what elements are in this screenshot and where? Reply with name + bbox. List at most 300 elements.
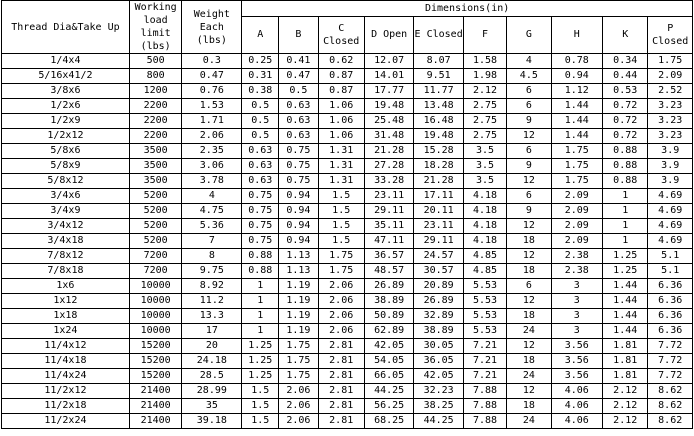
cell-thread: 11/4x12 xyxy=(2,339,130,354)
cell-d-open: 26.89 xyxy=(364,279,413,294)
table-row xyxy=(2,204,693,219)
cell-h: 3 xyxy=(551,309,603,324)
cell-load: 10000 xyxy=(129,309,182,324)
cell-e-closed: 38.89 xyxy=(414,324,463,339)
cell-a: 1 xyxy=(242,279,279,294)
header-dim-a: A xyxy=(242,16,279,53)
cell-p-closed: 2.09 xyxy=(648,69,693,84)
cell-b: 1.75 xyxy=(279,369,318,384)
cell-d-open: 42.05 xyxy=(364,339,413,354)
cell-thread: 11/2x24 xyxy=(2,414,130,429)
cell-f: 7.21 xyxy=(463,369,506,384)
cell-b: 0.5 xyxy=(279,84,318,99)
table-row xyxy=(2,249,693,264)
table-row xyxy=(2,399,693,414)
cell-a: 0.88 xyxy=(242,264,279,279)
cell-e-closed: 32.23 xyxy=(414,384,463,399)
cell-c-closed: 2.06 xyxy=(318,324,364,339)
cell-thread: 7/8x18 xyxy=(2,264,130,279)
table-row xyxy=(2,234,693,249)
cell-k: 2.12 xyxy=(603,414,648,429)
cell-k: 1 xyxy=(603,189,648,204)
cell-weight: 0.3 xyxy=(182,54,242,69)
cell-g: 6 xyxy=(507,279,551,294)
turnbuckle-spec-table xyxy=(1,0,693,429)
cell-p-closed: 8.62 xyxy=(648,399,693,414)
cell-b: 0.94 xyxy=(279,219,318,234)
cell-f: 3.5 xyxy=(463,159,506,174)
cell-d-open: 36.57 xyxy=(364,249,413,264)
cell-f: 1.58 xyxy=(463,54,506,69)
cell-thread: 1/4x4 xyxy=(2,54,130,69)
cell-thread: 11/2x18 xyxy=(2,399,130,414)
cell-k: 1 xyxy=(603,219,648,234)
cell-h: 4.06 xyxy=(551,414,603,429)
cell-b: 0.94 xyxy=(279,189,318,204)
cell-f: 4.85 xyxy=(463,264,506,279)
cell-load: 10000 xyxy=(129,279,182,294)
cell-c-closed: 2.81 xyxy=(318,384,364,399)
table-row xyxy=(2,99,693,114)
cell-c-closed: 1.5 xyxy=(318,234,364,249)
cell-e-closed: 24.57 xyxy=(414,249,463,264)
cell-a: 0.63 xyxy=(242,159,279,174)
cell-k: 0.88 xyxy=(603,144,648,159)
cell-d-open: 48.57 xyxy=(364,264,413,279)
cell-weight: 3.78 xyxy=(182,174,242,189)
cell-weight: 8 xyxy=(182,249,242,264)
cell-p-closed: 8.62 xyxy=(648,384,693,399)
cell-thread: 3/8x6 xyxy=(2,84,130,99)
cell-k: 1.44 xyxy=(603,279,648,294)
cell-weight: 9.75 xyxy=(182,264,242,279)
cell-d-open: 12.07 xyxy=(364,54,413,69)
cell-f: 3.5 xyxy=(463,144,506,159)
cell-p-closed: 7.72 xyxy=(648,369,693,384)
cell-e-closed: 16.48 xyxy=(414,114,463,129)
cell-f: 1.98 xyxy=(463,69,506,84)
table-row xyxy=(2,369,693,384)
cell-c-closed: 1.31 xyxy=(318,144,364,159)
header-dim-b: B xyxy=(279,16,318,53)
cell-h: 3 xyxy=(551,324,603,339)
header-dim-d: D Open xyxy=(364,16,413,53)
cell-b: 2.06 xyxy=(279,414,318,429)
cell-g: 6 xyxy=(507,99,551,114)
header-dim-e: E Closed xyxy=(414,16,463,53)
cell-h: 2.38 xyxy=(551,249,603,264)
cell-b: 0.75 xyxy=(279,144,318,159)
cell-f: 7.88 xyxy=(463,414,506,429)
cell-load: 15200 xyxy=(129,339,182,354)
cell-e-closed: 30.05 xyxy=(414,339,463,354)
cell-h: 0.94 xyxy=(551,69,603,84)
cell-thread: 5/16x41/2 xyxy=(2,69,130,84)
cell-load: 7200 xyxy=(129,264,182,279)
cell-weight: 11.2 xyxy=(182,294,242,309)
cell-g: 6 xyxy=(507,189,551,204)
table-row xyxy=(2,219,693,234)
cell-h: 4.06 xyxy=(551,399,603,414)
cell-b: 0.94 xyxy=(279,234,318,249)
cell-thread: 3/4x18 xyxy=(2,234,130,249)
cell-load: 21400 xyxy=(129,414,182,429)
header-dim-f: F xyxy=(463,16,506,53)
cell-b: 1.19 xyxy=(279,324,318,339)
cell-weight: 24.18 xyxy=(182,354,242,369)
cell-thread: 5/8x12 xyxy=(2,174,130,189)
cell-f: 4.18 xyxy=(463,234,506,249)
cell-g: 6 xyxy=(507,84,551,99)
header-weight-each: Weight Each (lbs) xyxy=(182,1,242,54)
cell-k: 0.72 xyxy=(603,129,648,144)
cell-weight: 3.06 xyxy=(182,159,242,174)
cell-p-closed: 3.9 xyxy=(648,174,693,189)
cell-c-closed: 2.06 xyxy=(318,279,364,294)
cell-load: 5200 xyxy=(129,234,182,249)
cell-e-closed: 9.51 xyxy=(414,69,463,84)
cell-thread: 3/4x6 xyxy=(2,189,130,204)
cell-p-closed: 6.36 xyxy=(648,324,693,339)
cell-load: 5200 xyxy=(129,219,182,234)
cell-weight: 35 xyxy=(182,399,242,414)
cell-d-open: 14.01 xyxy=(364,69,413,84)
cell-h: 1.75 xyxy=(551,174,603,189)
cell-thread: 1x6 xyxy=(2,279,130,294)
cell-weight: 13.3 xyxy=(182,309,242,324)
table-row xyxy=(2,414,693,429)
cell-g: 12 xyxy=(507,249,551,264)
cell-c-closed: 2.81 xyxy=(318,399,364,414)
cell-k: 1.44 xyxy=(603,324,648,339)
cell-g: 4.5 xyxy=(507,69,551,84)
cell-b: 0.63 xyxy=(279,129,318,144)
cell-thread: 1/2x6 xyxy=(2,99,130,114)
cell-load: 800 xyxy=(129,69,182,84)
cell-h: 1.12 xyxy=(551,84,603,99)
cell-p-closed: 2.52 xyxy=(648,84,693,99)
cell-load: 2200 xyxy=(129,129,182,144)
cell-a: 1.5 xyxy=(242,384,279,399)
cell-weight: 4.75 xyxy=(182,204,242,219)
cell-b: 2.06 xyxy=(279,399,318,414)
cell-p-closed: 6.36 xyxy=(648,279,693,294)
cell-b: 1.13 xyxy=(279,249,318,264)
cell-g: 18 xyxy=(507,354,551,369)
cell-c-closed: 2.81 xyxy=(318,369,364,384)
cell-thread: 1/2x9 xyxy=(2,114,130,129)
cell-e-closed: 36.05 xyxy=(414,354,463,369)
cell-e-closed: 32.89 xyxy=(414,309,463,324)
cell-e-closed: 23.11 xyxy=(414,219,463,234)
cell-weight: 0.76 xyxy=(182,84,242,99)
cell-c-closed: 1.06 xyxy=(318,129,364,144)
cell-a: 0.5 xyxy=(242,99,279,114)
header-thread: Thread Dia&Take Up xyxy=(2,1,130,54)
cell-p-closed: 3.9 xyxy=(648,159,693,174)
cell-p-closed: 3.23 xyxy=(648,129,693,144)
header-dim-g: G xyxy=(507,16,551,53)
cell-weight: 2.35 xyxy=(182,144,242,159)
cell-h: 1.44 xyxy=(551,129,603,144)
cell-g: 9 xyxy=(507,114,551,129)
cell-p-closed: 4.69 xyxy=(648,234,693,249)
cell-thread: 11/2x12 xyxy=(2,384,130,399)
cell-weight: 7 xyxy=(182,234,242,249)
cell-thread: 3/4x9 xyxy=(2,204,130,219)
cell-c-closed: 1.5 xyxy=(318,204,364,219)
table-row xyxy=(2,159,693,174)
cell-weight: 1.71 xyxy=(182,114,242,129)
cell-k: 0.44 xyxy=(603,69,648,84)
cell-h: 2.09 xyxy=(551,219,603,234)
cell-a: 0.5 xyxy=(242,129,279,144)
cell-p-closed: 6.36 xyxy=(648,309,693,324)
cell-weight: 39.18 xyxy=(182,414,242,429)
cell-a: 1.25 xyxy=(242,339,279,354)
cell-c-closed: 0.87 xyxy=(318,69,364,84)
cell-f: 7.88 xyxy=(463,399,506,414)
table-row xyxy=(2,114,693,129)
cell-k: 1.44 xyxy=(603,294,648,309)
cell-load: 2200 xyxy=(129,114,182,129)
cell-load: 10000 xyxy=(129,294,182,309)
table-body xyxy=(2,54,693,429)
cell-f: 5.53 xyxy=(463,324,506,339)
cell-g: 12 xyxy=(507,339,551,354)
cell-d-open: 23.11 xyxy=(364,189,413,204)
cell-f: 2.75 xyxy=(463,114,506,129)
cell-g: 4 xyxy=(507,54,551,69)
cell-c-closed: 1.75 xyxy=(318,249,364,264)
cell-p-closed: 8.62 xyxy=(648,414,693,429)
cell-g: 24 xyxy=(507,369,551,384)
cell-d-open: 21.28 xyxy=(364,144,413,159)
cell-f: 2.75 xyxy=(463,99,506,114)
header-dim-k: K xyxy=(603,16,648,53)
cell-h: 0.78 xyxy=(551,54,603,69)
cell-b: 0.75 xyxy=(279,174,318,189)
cell-d-open: 56.25 xyxy=(364,399,413,414)
cell-e-closed: 42.05 xyxy=(414,369,463,384)
cell-f: 3.5 xyxy=(463,174,506,189)
cell-k: 1 xyxy=(603,234,648,249)
table-row xyxy=(2,144,693,159)
cell-h: 2.09 xyxy=(551,234,603,249)
cell-c-closed: 0.87 xyxy=(318,84,364,99)
cell-weight: 4 xyxy=(182,189,242,204)
cell-d-open: 17.77 xyxy=(364,84,413,99)
cell-b: 1.19 xyxy=(279,309,318,324)
cell-weight: 2.06 xyxy=(182,129,242,144)
cell-thread: 3/4x12 xyxy=(2,219,130,234)
cell-load: 10000 xyxy=(129,324,182,339)
cell-k: 0.72 xyxy=(603,99,648,114)
cell-c-closed: 1.31 xyxy=(318,174,364,189)
cell-p-closed: 4.69 xyxy=(648,189,693,204)
cell-load: 21400 xyxy=(129,399,182,414)
table-row xyxy=(2,129,693,144)
table-row xyxy=(2,174,693,189)
table-row xyxy=(2,354,693,369)
cell-a: 1.5 xyxy=(242,399,279,414)
cell-load: 3500 xyxy=(129,159,182,174)
cell-d-open: 35.11 xyxy=(364,219,413,234)
cell-b: 0.94 xyxy=(279,204,318,219)
header-dim-c: C Closed xyxy=(318,16,364,53)
cell-weight: 20 xyxy=(182,339,242,354)
cell-g: 12 xyxy=(507,129,551,144)
cell-f: 2.75 xyxy=(463,129,506,144)
cell-h: 3 xyxy=(551,294,603,309)
cell-k: 1.81 xyxy=(603,354,648,369)
cell-p-closed: 6.36 xyxy=(648,294,693,309)
cell-k: 1.25 xyxy=(603,264,648,279)
cell-a: 1 xyxy=(242,324,279,339)
cell-d-open: 62.89 xyxy=(364,324,413,339)
cell-b: 1.19 xyxy=(279,294,318,309)
cell-e-closed: 8.07 xyxy=(414,54,463,69)
cell-load: 1200 xyxy=(129,84,182,99)
cell-g: 9 xyxy=(507,159,551,174)
cell-p-closed: 4.69 xyxy=(648,204,693,219)
cell-k: 1.25 xyxy=(603,249,648,264)
cell-load: 7200 xyxy=(129,249,182,264)
cell-b: 0.75 xyxy=(279,159,318,174)
cell-f: 4.18 xyxy=(463,219,506,234)
cell-weight: 5.36 xyxy=(182,219,242,234)
cell-d-open: 38.89 xyxy=(364,294,413,309)
cell-thread: 1x12 xyxy=(2,294,130,309)
cell-k: 0.34 xyxy=(603,54,648,69)
cell-load: 2200 xyxy=(129,99,182,114)
cell-k: 0.72 xyxy=(603,114,648,129)
cell-b: 0.47 xyxy=(279,69,318,84)
cell-weight: 28.5 xyxy=(182,369,242,384)
cell-h: 4.06 xyxy=(551,384,603,399)
cell-p-closed: 7.72 xyxy=(648,354,693,369)
cell-f: 2.12 xyxy=(463,84,506,99)
cell-g: 24 xyxy=(507,414,551,429)
table-row xyxy=(2,339,693,354)
cell-weight: 1.53 xyxy=(182,99,242,114)
cell-f: 5.53 xyxy=(463,309,506,324)
cell-g: 18 xyxy=(507,234,551,249)
table-row xyxy=(2,69,693,84)
cell-k: 2.12 xyxy=(603,384,648,399)
cell-p-closed: 3.9 xyxy=(648,144,693,159)
cell-e-closed: 20.89 xyxy=(414,279,463,294)
cell-p-closed: 7.72 xyxy=(648,339,693,354)
cell-c-closed: 0.62 xyxy=(318,54,364,69)
table-row xyxy=(2,264,693,279)
cell-thread: 1x18 xyxy=(2,309,130,324)
cell-e-closed: 19.48 xyxy=(414,129,463,144)
cell-a: 0.63 xyxy=(242,174,279,189)
cell-a: 1.25 xyxy=(242,369,279,384)
cell-thread: 1x24 xyxy=(2,324,130,339)
cell-a: 0.88 xyxy=(242,249,279,264)
cell-c-closed: 1.5 xyxy=(318,189,364,204)
cell-load: 500 xyxy=(129,54,182,69)
cell-p-closed: 3.23 xyxy=(648,114,693,129)
cell-h: 1.44 xyxy=(551,114,603,129)
cell-thread: 5/8x9 xyxy=(2,159,130,174)
cell-weight: 0.47 xyxy=(182,69,242,84)
cell-h: 1.75 xyxy=(551,144,603,159)
cell-b: 0.63 xyxy=(279,99,318,114)
cell-g: 6 xyxy=(507,144,551,159)
cell-d-open: 29.11 xyxy=(364,204,413,219)
cell-b: 0.63 xyxy=(279,114,318,129)
cell-g: 12 xyxy=(507,384,551,399)
cell-d-open: 19.48 xyxy=(364,99,413,114)
cell-e-closed: 17.11 xyxy=(414,189,463,204)
cell-e-closed: 30.57 xyxy=(414,264,463,279)
cell-a: 0.31 xyxy=(242,69,279,84)
cell-k: 2.12 xyxy=(603,399,648,414)
cell-g: 24 xyxy=(507,324,551,339)
cell-h: 2.38 xyxy=(551,264,603,279)
cell-a: 0.75 xyxy=(242,234,279,249)
cell-e-closed: 11.77 xyxy=(414,84,463,99)
cell-f: 7.21 xyxy=(463,354,506,369)
cell-d-open: 50.89 xyxy=(364,309,413,324)
cell-d-open: 44.25 xyxy=(364,384,413,399)
cell-load: 15200 xyxy=(129,369,182,384)
cell-thread: 1/2x12 xyxy=(2,129,130,144)
cell-b: 0.41 xyxy=(279,54,318,69)
cell-b: 1.75 xyxy=(279,354,318,369)
cell-g: 18 xyxy=(507,399,551,414)
table-row xyxy=(2,189,693,204)
cell-weight: 28.99 xyxy=(182,384,242,399)
cell-weight: 8.92 xyxy=(182,279,242,294)
cell-d-open: 68.25 xyxy=(364,414,413,429)
cell-e-closed: 38.25 xyxy=(414,399,463,414)
cell-b: 1.13 xyxy=(279,264,318,279)
cell-a: 1.5 xyxy=(242,414,279,429)
cell-d-open: 66.05 xyxy=(364,369,413,384)
cell-c-closed: 1.5 xyxy=(318,219,364,234)
cell-e-closed: 18.28 xyxy=(414,159,463,174)
cell-b: 1.75 xyxy=(279,339,318,354)
cell-a: 0.25 xyxy=(242,54,279,69)
cell-k: 1.81 xyxy=(603,369,648,384)
cell-c-closed: 2.81 xyxy=(318,414,364,429)
table-header xyxy=(2,1,693,54)
cell-c-closed: 1.31 xyxy=(318,159,364,174)
cell-k: 1.44 xyxy=(603,309,648,324)
cell-g: 12 xyxy=(507,174,551,189)
cell-e-closed: 15.28 xyxy=(414,144,463,159)
cell-a: 0.75 xyxy=(242,219,279,234)
cell-c-closed: 2.81 xyxy=(318,354,364,369)
cell-p-closed: 5.1 xyxy=(648,264,693,279)
header-working-load-limit: Working load limit (lbs) xyxy=(129,1,182,54)
cell-f: 7.21 xyxy=(463,339,506,354)
cell-f: 5.53 xyxy=(463,294,506,309)
cell-e-closed: 44.25 xyxy=(414,414,463,429)
cell-thread: 5/8x6 xyxy=(2,144,130,159)
table-row xyxy=(2,384,693,399)
cell-p-closed: 5.1 xyxy=(648,249,693,264)
cell-g: 9 xyxy=(507,204,551,219)
table-row xyxy=(2,309,693,324)
cell-g: 18 xyxy=(507,264,551,279)
cell-k: 1.81 xyxy=(603,339,648,354)
cell-a: 0.75 xyxy=(242,204,279,219)
